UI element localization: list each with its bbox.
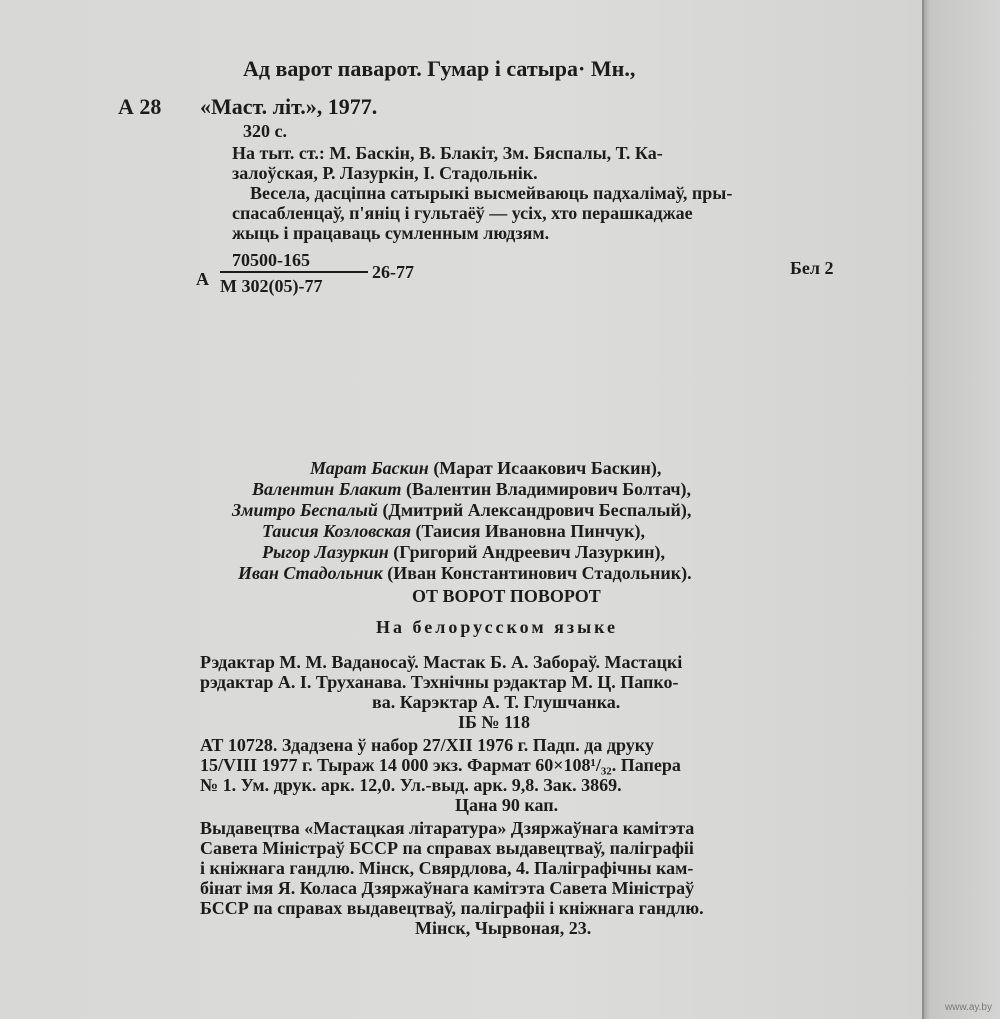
publisher-info-line-3: і кніжнага гандлю. Мінск, Свярдлова, 4. Паліграфічны кам- <box>200 858 694 878</box>
annotation-line-3: жыць і працаваць сумленным людзям. <box>232 223 550 243</box>
price: Цана 90 кап. <box>455 795 559 815</box>
index-numerator: 70500-165 <box>232 250 310 270</box>
page-count: 320 с. <box>243 121 287 141</box>
illustrators-line-2: залоўская, Р. Лазуркін, І. Стадольнік. <box>232 163 538 183</box>
book-title-line: Ад варот паварот. Гумар і сатыра· Мн., <box>243 56 636 81</box>
language-note: На белорусском языке <box>376 617 619 637</box>
ib-number: ІБ № 118 <box>458 712 530 732</box>
editors-line-1: Рэдактар М. М. Ваданосаў. Мастак Б. А. Забораў. Мастацкі <box>200 652 683 672</box>
fraction-bar <box>220 271 368 273</box>
index-denominator: М 302(05)-77 <box>220 276 323 296</box>
illustrators-line-1: На тыт. ст.: М. Баскін, В. Блакіт, Зм. Бяспалы, Т. Ка- <box>232 143 663 163</box>
author-5: Рыгор Лазуркин (Григорий Андреевич Лазуркин), <box>262 542 666 562</box>
publisher-info-line-6: Мінск, Чырвоная, 23. <box>415 918 592 938</box>
publisher-line: «Маст. літ.», 1977. <box>200 94 378 119</box>
watermark: www.ay.by <box>944 1002 992 1013</box>
author-3: Змитро Беспалый (Дмитрий Александрович Беспалый), <box>232 500 692 520</box>
print-details-line-2: 15/VIII 1977 г. Тыраж 14 000 экз. Фармат 60×108¹/₃₂. Папера <box>200 755 681 775</box>
editors-line-2: рэдактар А. І. Труханава. Тэхнічны рэдактар М. Ц. Папко- <box>200 672 679 692</box>
author-4: Таисия Козловская (Таисия Ивановна Пинчук), <box>262 521 645 541</box>
russian-title: ОТ ВОРОТ ПОВОРОТ <box>412 586 601 606</box>
adjacent-page-edge <box>922 0 1000 1019</box>
editors-line-3: ва. Карэктар А. Т. Глушчанка. <box>372 692 621 712</box>
annotation-line-1: Весела, дасціпна сатырыкі высмейваюць падхалімаў, пры- <box>250 183 733 203</box>
publisher-info-line-1: Выдавецтва «Мастацкая літаратура» Дзяржаўнага камітэта <box>200 818 695 838</box>
index-suffix: 26-77 <box>372 262 414 282</box>
print-details-line-1: АТ 10728. Здадзена ў набор 27/ХІІ 1976 г. Падп. да друку <box>200 735 654 755</box>
classification: Бел 2 <box>790 258 834 278</box>
publisher-info-line-4: бінат імя Я. Коласа Дзяржаўнага камітэта Савета Міністраў <box>200 878 695 898</box>
index-letter: А <box>196 269 209 289</box>
author-1: Марат Баскин (Марат Исаакович Баскин), <box>310 458 662 478</box>
print-details-line-3: № 1. Ум. друк. арк. 12,0. Ул.-выд. арк. 9,8. Зак. 3869. <box>200 775 622 795</box>
annotation-line-2: спасабленцаў, п'яніц і гультаёў — усіх, хто перашкаджае <box>232 203 693 223</box>
publisher-info-line-2: Савета Міністраў БССР па справах выдавецтваў, паліграфіі <box>200 838 694 858</box>
publisher-info-line-5: БССР па справах выдавецтваў, паліграфіі і кніжнага гандлю. <box>200 898 704 918</box>
author-6: Иван Стадольник (Иван Константинович Стадольник). <box>238 563 692 583</box>
author-2: Валентин Блакит (Валентин Владимирович Болтач), <box>252 479 692 499</box>
catalog-code: А 28 <box>118 94 162 119</box>
